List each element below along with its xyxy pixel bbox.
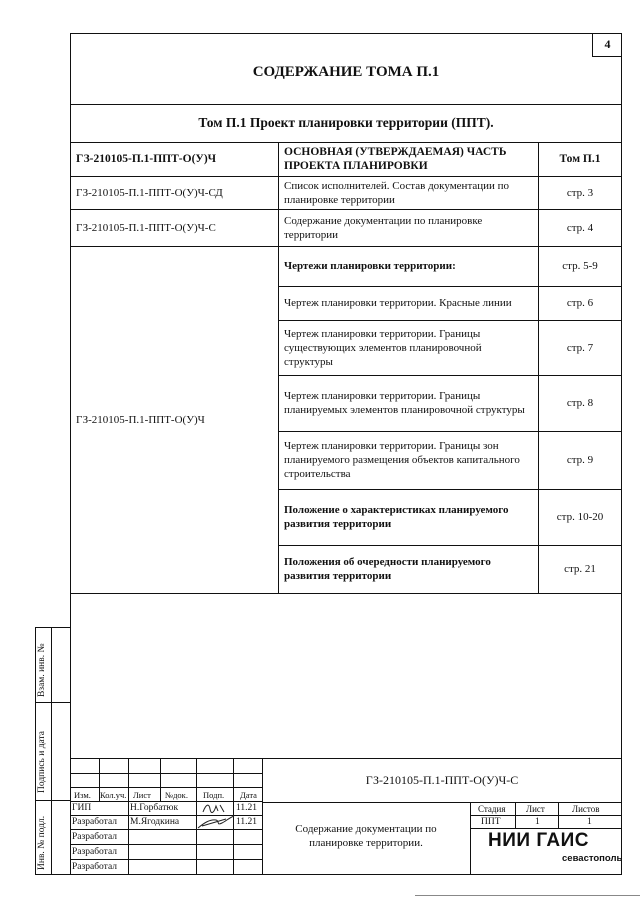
toc-row-title: Содержание документации по планировке территории (284, 214, 483, 241)
side-label-vzam: Взам. инв. № (37, 643, 47, 697)
stamp-stage: ППТ (481, 817, 501, 827)
side-label-inv: Инв. № подл. (37, 815, 47, 870)
toc-row-code: ГЗ-210105-П.1-ППТ-О(У)Ч-С (76, 221, 216, 234)
toc-row-ref: стр. 10-20 (556, 511, 604, 523)
bottom-line (415, 895, 640, 896)
toc-row-title: Чертеж планировки территории. Границы зон планируемого размещения объектов капитального строительства (284, 440, 520, 480)
toc-header-title: ОСНОВНАЯ (УТВЕРЖДАЕМАЯ) ЧАСТЬ ПРОЕКТА ПЛАНИРОВКИ (284, 146, 507, 172)
stamp-col-data: Дата (240, 790, 257, 800)
toc-row-ref: стр. 3 (566, 186, 594, 199)
toc-row-title: Чертеж планировки территории. Границы планируемых элементов планировочной структуры (284, 390, 525, 416)
toc-row-ref: стр. 6 (566, 297, 594, 309)
stamp-role: Разработал (72, 832, 117, 842)
toc-row-title: Положения об очередности планируемого развития территории (284, 556, 491, 582)
stamp-col-list: Лист (133, 790, 151, 800)
toc-row-title: Список исполнителей. Состав документации по планировке территории (284, 179, 510, 206)
toc-row-ref: стр. 8 (566, 397, 594, 409)
stamp-role: Разработал (72, 817, 117, 827)
page-number-box (592, 33, 622, 57)
stamp-col-koluch: Кол.уч. (100, 790, 127, 800)
toc-row-title: Чертеж планировки территории. Границы существующих элементов планировочной структуры (284, 327, 482, 368)
page-title: СОДЕРЖАНИЕ ТОМА П.1 (252, 64, 440, 80)
org-logo-name: НИИ ГАИС (488, 830, 589, 851)
toc-row-title: Чертеж планировки территории. Красные линии (284, 297, 512, 309)
stamp-sheets: 1 (587, 817, 592, 827)
stamp-col-podp: Подп. (203, 790, 225, 800)
stamp-role: Разработал (72, 862, 117, 872)
toc-row-ref: стр. 9 (566, 454, 594, 466)
volume-title: Том П.1 Проект планировки территории (ППТ). (198, 115, 494, 130)
stamp-date: 11.21 (236, 803, 258, 813)
stamp-name: М.Ягодкина (130, 817, 180, 827)
toc-row-ref: стр. 5-9 (562, 260, 598, 272)
stamp-col-ndok: №док. (165, 790, 188, 800)
stamp-name: Н.Горбатюк (130, 803, 179, 813)
toc-header-ref: Том П.1 (559, 153, 601, 165)
toc-row-ref: стр. 21 (564, 563, 596, 575)
toc-row-ref: стр. 4 (566, 221, 594, 234)
toc-row-code: ГЗ-210105-П.1-ППТ-О(У)Ч-СД (76, 186, 223, 199)
stamp-role: Разработал (72, 847, 117, 857)
stamp-doc-title: Содержание документации по планировке территории. (295, 823, 437, 849)
toc-row-ref: стр. 7 (566, 341, 594, 354)
stamp-date: 11.21 (236, 817, 258, 827)
page-number: 4 (604, 37, 611, 51)
stamp-doc-code: ГЗ-210105-П.1-ППТ-О(У)Ч-С (365, 772, 519, 787)
stamp-stage-header: Стадия (478, 804, 506, 814)
toc-row-title: Чертежи планировки территории: (284, 260, 456, 272)
stamp-sheet-header: Лист (526, 804, 545, 814)
org-logo-city: севастополь (562, 853, 623, 864)
toc-row-title: Положение о характеристиках планируемого развития территории (284, 504, 509, 530)
side-label-podpis: Подпись и дата (37, 730, 47, 793)
stamp-col-izm: Изм. (74, 790, 91, 800)
toc-header-code: ГЗ-210105-П.1-ППТ-О(У)Ч (76, 153, 217, 165)
stamp-sheets-header: Листов (572, 804, 600, 814)
signature-developer (196, 813, 236, 831)
stamp-sheet: 1 (535, 817, 540, 827)
toc-group-code: ГЗ-210105-П.1-ППТ-О(У)Ч (76, 413, 205, 426)
stamp-role: ГИП (72, 803, 92, 813)
